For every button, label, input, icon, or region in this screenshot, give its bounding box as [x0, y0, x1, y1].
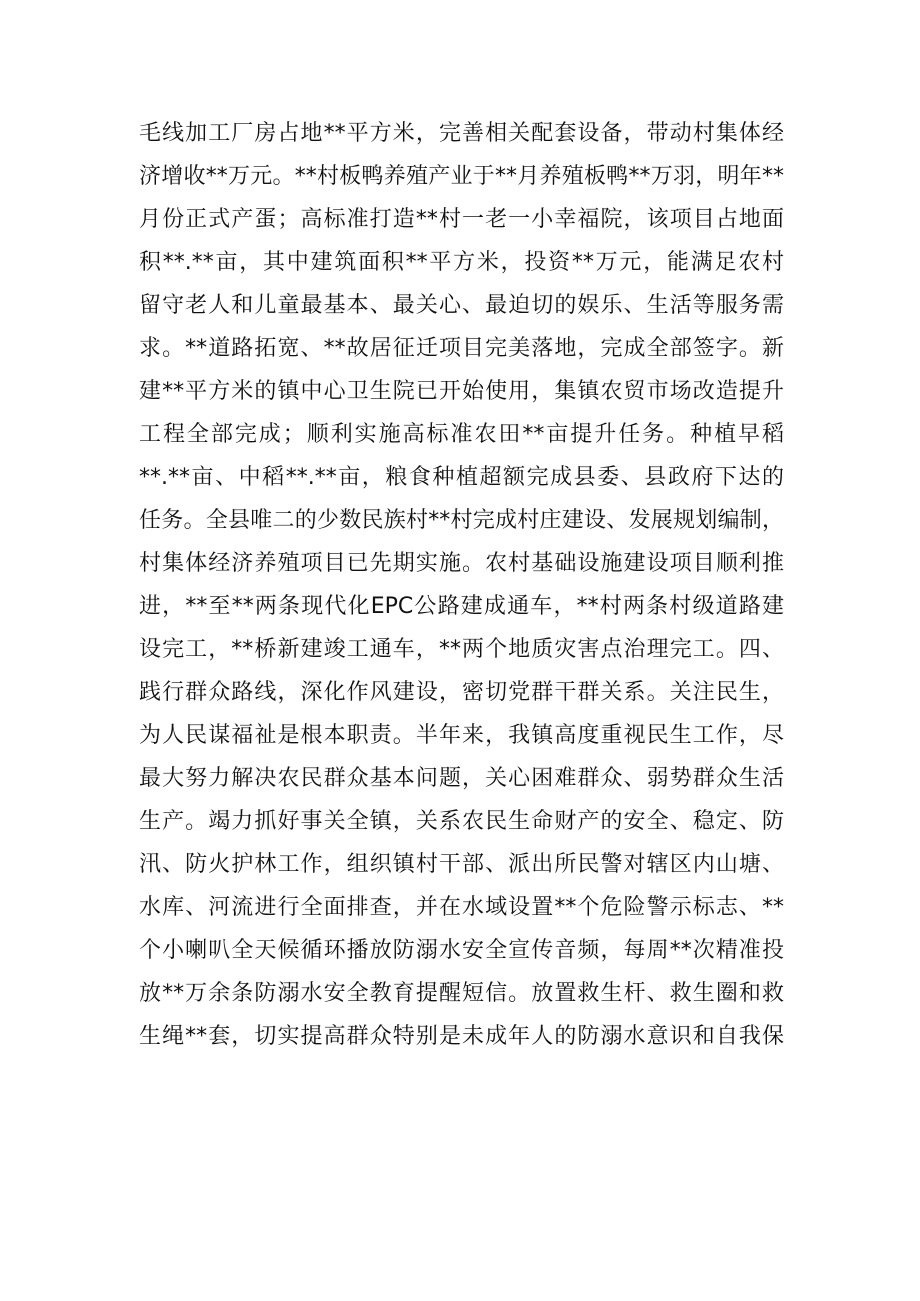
text-line-7: 建**平方米的镇中心卫生院已开始使用，集镇农贸市场改造提升	[139, 379, 784, 404]
text-line-22: 生绳**套，切实提高群众特别是未成年人的防溺水意识和自我保	[139, 1024, 784, 1049]
text-line-21: 放**万余条防溺水安全教育提醒短信。放置救生杆、救生圈和救	[139, 981, 784, 1006]
text-line-6: 求。**道路拓宽、**故居征迁项目完美落地，完成全部签字。新	[139, 336, 784, 361]
text-line-9: **.**亩、中稻**.**亩，粮食种植超额完成县委、县政府下达的	[139, 465, 784, 490]
text-line-15: 为人民谋福祉是根本职责。半年来，我镇高度重视民生工作，尽	[139, 723, 784, 748]
text-line-14: 践行群众路线，深化作风建设，密切党群干群关系。关注民生，	[139, 680, 784, 705]
text-line-18: 汛、防火护林工作，组织镇村干部、派出所民警对辖区内山塘、	[139, 852, 784, 877]
text-line-1: 毛线加工厂房占地**平方米，完善相关配套设备，带动村集体经	[139, 121, 784, 146]
text-line-5: 留守老人和儿童最基本、最关心、最迫切的娱乐、生活等服务需	[139, 293, 784, 318]
text-line-20: 个小喇叭全天候循环播放防溺水安全宣传音频，每周**次精准投	[139, 938, 784, 963]
text-line-17: 生产。竭力抓好事关全镇，关系农民生命财产的安全、稳定、防	[139, 809, 784, 834]
text-line-13: 设完工，**桥新建竣工通车，**两个地质灾害点治理完工。四、	[139, 637, 784, 662]
text-line-19: 水库、河流进行全面排查，并在水域设置**个危险警示标志、**	[139, 895, 784, 920]
text-line-3: 月份正式产蛋；高标准打造**村一老一小幸福院，该项目占地面	[139, 207, 784, 232]
text-line-8: 工程全部完成；顺利实施高标准农田**亩提升任务。种植早稻	[139, 422, 784, 447]
text-line-10: 任务。全县唯二的少数民族村**村完成村庄建设、发展规划编制，	[139, 508, 784, 533]
text-line-11: 村集体经济养殖项目已先期实施。农村基础设施建设项目顺利推	[139, 551, 784, 576]
text-line-12: 进，**至**两条现代化EPC公路建成通车，**村两条村级道路建	[139, 594, 784, 619]
text-line-4: 积**.**亩，其中建筑面积**平方米，投资**万元，能满足农村	[139, 250, 784, 275]
body-text	[139, 112, 784, 1058]
text-line-2: 济增收**万元。**村板鸭养殖产业于**月养殖板鸭**万羽，明年**	[139, 164, 784, 189]
text-line-16: 最大努力解决农民群众基本问题，关心困难群众、弱势群众生活	[139, 766, 784, 791]
